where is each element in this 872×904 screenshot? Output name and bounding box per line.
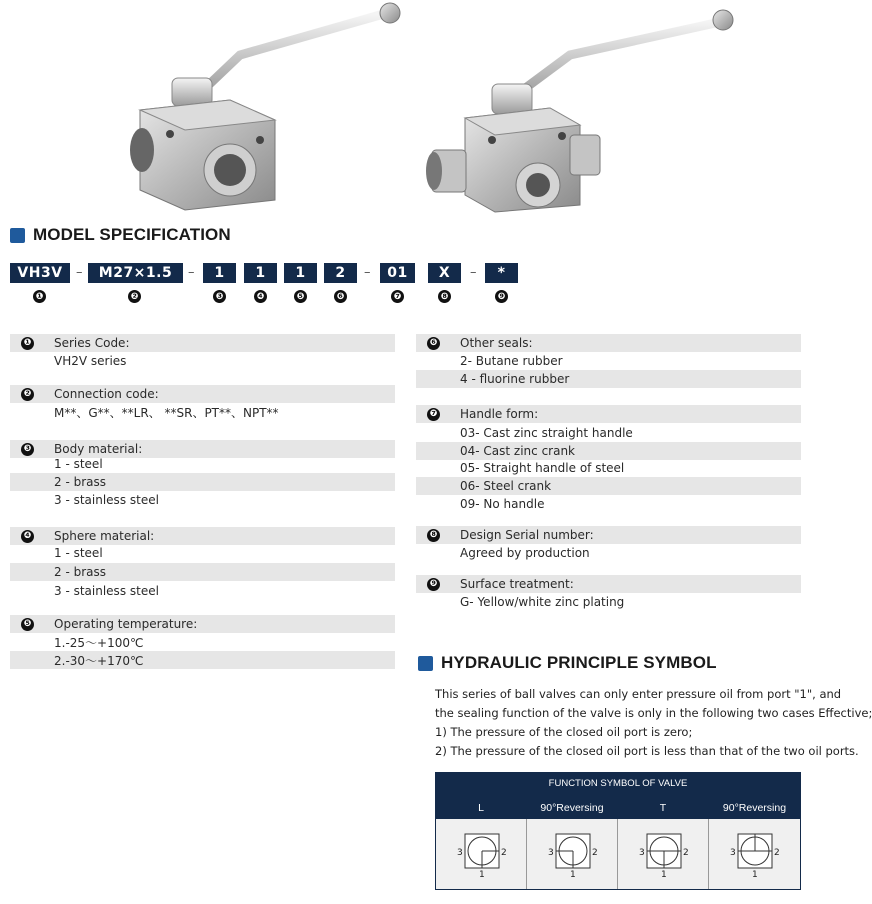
port-label-1: 1 <box>479 870 485 880</box>
function-column-90-reversing: 90°Reversing <box>709 795 800 819</box>
port-label-2: 2 <box>774 848 780 858</box>
spec-option-row <box>416 495 801 513</box>
spec-option: 03- Cast zinc straight handle <box>460 426 633 440</box>
code-marker-3: ❸ <box>213 290 226 303</box>
code-marker-9: ❾ <box>495 290 508 303</box>
code-marker-5: ❺ <box>294 290 307 303</box>
spec-option: 09- No handle <box>460 497 545 511</box>
spec-title-row <box>10 527 395 545</box>
spec-marker: ❻ <box>427 337 440 350</box>
model-spec-title: MODEL SPECIFICATION <box>33 225 231 244</box>
function-column-t: T <box>618 795 709 819</box>
port-label-2: 2 <box>683 848 689 858</box>
hydraulic-line-3: 1) The pressure of the closed oil port is zero; <box>435 725 693 739</box>
spec-marker: ❾ <box>427 578 440 591</box>
function-column-l: L <box>436 795 527 819</box>
spec-option: 05- Straight handle of steel <box>460 461 625 475</box>
spec-title: Handle form: <box>460 407 539 421</box>
function-column-90-reversing: 90°Reversing <box>527 795 618 819</box>
hydraulic-line-1: This series of ball valves can only enter pressure oil from port "1", and <box>435 687 842 701</box>
spec-title-row <box>416 575 801 593</box>
spec-option: 1 - steel <box>54 457 103 471</box>
spec-option: G- Yellow/white zinc plating <box>460 595 625 609</box>
port-label-1: 1 <box>570 870 576 880</box>
port-label-3: 3 <box>730 848 736 858</box>
spec-option-row <box>10 563 395 581</box>
spec-option-row <box>10 455 395 473</box>
spec-title: Sphere material: <box>54 529 155 543</box>
code-segment-seals: 2 <box>324 263 357 283</box>
heading-marker <box>10 228 25 243</box>
valve-symbol-90-reversing-t <box>709 819 800 889</box>
spec-option-row <box>416 442 801 460</box>
code-marker-8: ❽ <box>438 290 451 303</box>
spec-option: 06- Steel crank <box>460 479 552 493</box>
spec-title-row <box>416 526 801 544</box>
hydraulic-title: HYDRAULIC PRINCIPLE SYMBOL <box>441 653 717 672</box>
hydraulic-line-2: the sealing function of the valve is only in the following two cases Effective; <box>435 706 872 720</box>
spec-option-row <box>416 593 801 611</box>
spec-title: Operating temperature: <box>54 617 198 631</box>
code-separator: – <box>364 265 371 280</box>
spec-marker: ❷ <box>21 388 34 401</box>
ball-valve-photo-female <box>110 0 410 210</box>
port-label-3: 3 <box>548 848 554 858</box>
function-table-header: FUNCTION SYMBOL OF VALVE <box>436 773 800 795</box>
spec-option-row <box>10 544 395 562</box>
spec-option: 1.-25～+100℃ <box>54 635 144 650</box>
spec-title-row <box>10 385 395 403</box>
ball-valve-photo-male <box>420 0 720 210</box>
spec-title: Connection code: <box>54 387 159 401</box>
function-symbols-row <box>436 819 800 889</box>
code-marker-6: ❻ <box>334 290 347 303</box>
spec-option-row <box>416 352 801 370</box>
port-label-2: 2 <box>501 848 507 858</box>
port-label-1: 1 <box>661 870 667 880</box>
spec-option: 2 - brass <box>54 475 107 489</box>
spec-option: VH2V series <box>54 354 127 368</box>
spec-option-row <box>10 582 395 600</box>
spec-title-row <box>416 405 801 423</box>
spec-title-row <box>10 334 395 352</box>
function-table-columns <box>436 795 800 819</box>
hydraulic-line-4: 2) The pressure of the closed oil port is less than that of the two oil ports. <box>435 744 859 758</box>
spec-marker: ❸ <box>21 443 34 456</box>
spec-option-row <box>416 424 801 442</box>
code-marker-2: ❷ <box>128 290 141 303</box>
code-separator: – <box>470 265 477 280</box>
code-marker-7: ❼ <box>391 290 404 303</box>
spec-option-row <box>10 633 395 651</box>
port-label-1: 1 <box>752 870 758 880</box>
spec-option: 2.-30～+170℃ <box>54 653 144 668</box>
spec-option-row <box>416 370 801 388</box>
spec-option: 3 - stainless steel <box>54 493 159 507</box>
spec-option: 3 - stainless steel <box>54 584 159 598</box>
valve-symbol-l <box>436 819 527 889</box>
code-separator: – <box>76 265 83 280</box>
code-segment-surface: * <box>485 263 518 283</box>
code-segment-body: 1 <box>203 263 236 283</box>
spec-option-row <box>416 477 801 495</box>
hydraulic-heading <box>418 653 717 673</box>
spec-option: 2 - brass <box>54 565 107 579</box>
code-segment-connection: M27×1.5 <box>88 263 183 283</box>
spec-marker: ❼ <box>427 408 440 421</box>
valve-symbol-90-reversing <box>527 819 618 889</box>
spec-marker: ❺ <box>21 618 34 631</box>
spec-option: M**、G**、**LR、 **SR、PT**、NPT** <box>54 405 279 420</box>
valve-symbol-t <box>618 819 709 889</box>
spec-title-row <box>416 334 801 352</box>
code-segment-serial: X <box>428 263 461 283</box>
heading-marker <box>418 656 433 671</box>
spec-title-row <box>10 615 395 633</box>
spec-option: 4 - fluorine rubber <box>460 372 570 386</box>
spec-title: Surface treatment: <box>460 577 574 591</box>
function-symbol-table <box>435 772 801 890</box>
spec-option-row <box>10 491 395 509</box>
code-segment-series: VH3V <box>10 263 70 283</box>
spec-marker: ❶ <box>21 337 34 350</box>
model-spec-heading <box>10 225 231 245</box>
spec-option: 2- Butane rubber <box>460 354 563 368</box>
spec-option-row <box>416 459 801 477</box>
spec-option-row <box>10 473 395 491</box>
code-marker-4: ❹ <box>254 290 267 303</box>
spec-option: Agreed by production <box>460 546 590 560</box>
spec-option-row <box>416 544 801 562</box>
code-segment-temperature: 1 <box>284 263 317 283</box>
spec-title: Design Serial number: <box>460 528 594 542</box>
spec-option-row <box>10 352 395 370</box>
spec-marker: ❽ <box>427 529 440 542</box>
port-label-2: 2 <box>592 848 598 858</box>
code-segment-handle: 01 <box>380 263 415 283</box>
spec-option: 1 - steel <box>54 546 103 560</box>
spec-option: 04- Cast zinc crank <box>460 444 576 458</box>
spec-title: Body material: <box>54 442 143 456</box>
spec-title: Series Code: <box>54 336 130 350</box>
spec-marker: ❹ <box>21 530 34 543</box>
port-label-3: 3 <box>457 848 463 858</box>
code-segment-sphere: 1 <box>244 263 277 283</box>
code-marker-1: ❶ <box>33 290 46 303</box>
code-separator: – <box>188 265 195 280</box>
spec-option-row <box>10 403 395 421</box>
spec-title: Other seals: <box>460 336 533 350</box>
spec-option-row <box>10 651 395 669</box>
port-label-3: 3 <box>639 848 645 858</box>
